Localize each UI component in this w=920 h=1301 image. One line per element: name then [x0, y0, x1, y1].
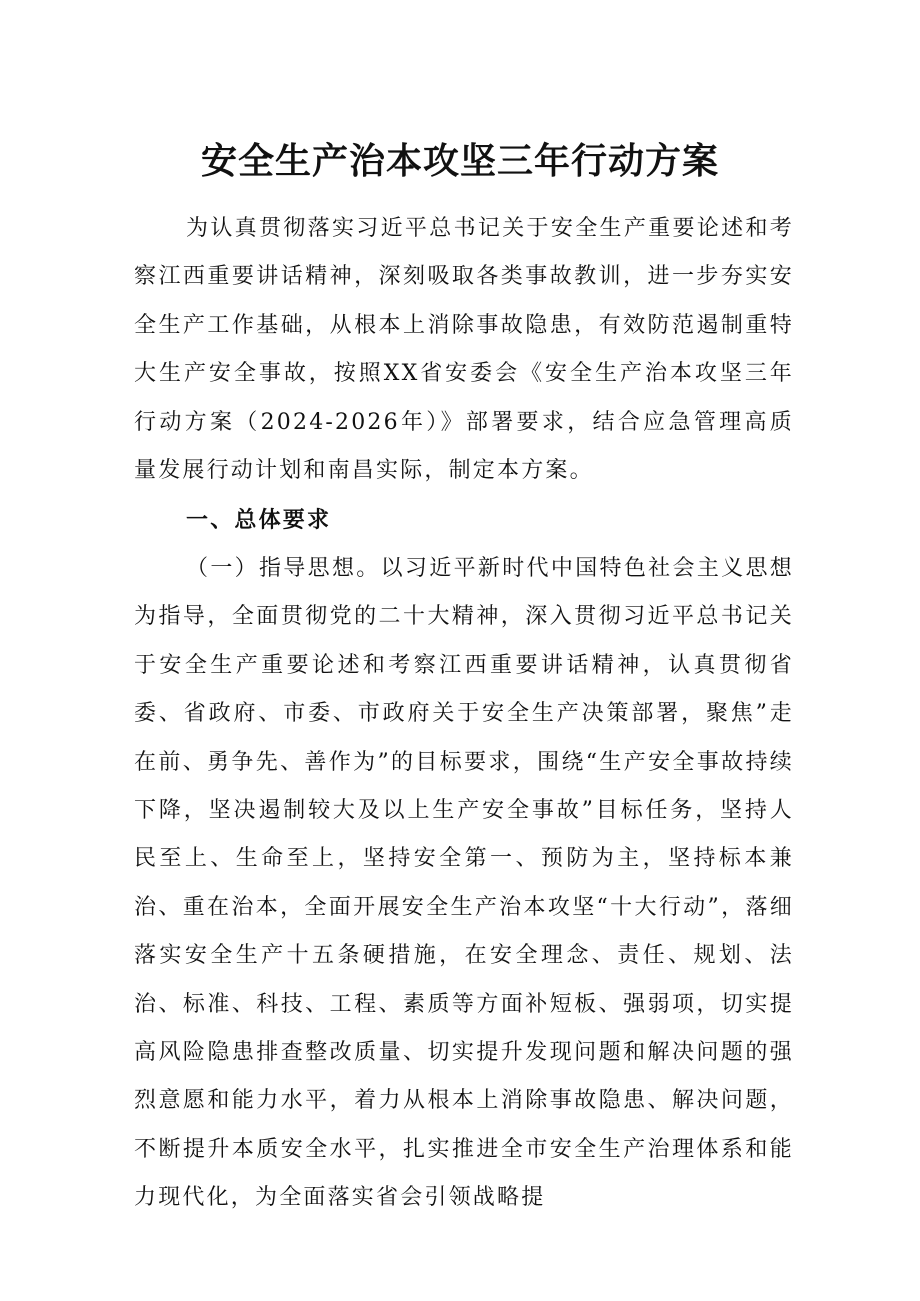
guiding-ideology-paragraph: （一）指导思想。以习近平新时代中国特色社会主义思想为指导，全面贯彻党的二十大精神，深入贯彻习近平总书记关于安全生产重要论述和考察江西重要讲话精神，认真贯彻省委、省政府、市委、市政府关于安全生产决策部署，聚焦”走在前、勇争先、善作为”的目标要求，围绕“生产安全事故持续下降，坚决遏制较大及以上生产安全事故”目标任务，坚持人民至上、生命至上，坚持安全第一、预防为主，坚持标本兼治、重在治本，全面开展安全生产治本攻坚“十大行动”，落细落实安全生产十五条硬措施，在安全理念、责任、规划、法治、标准、科技、工程、素质等方面补短板、强弱项，切实提高风险隐患排查整改质量、切实提升发现问题和解决问题的强烈意愿和能力水平，着力从根本上消除事故隐患、解决问题，不断提升本质安全水平，扎实推进全市安全生产治理体系和能力现代化，为全面落实省会引领战略提: [134, 556, 794, 1211]
page-title: 安全生产治本攻坚三年行动方案: [200, 141, 719, 183]
section-heading-general-requirements: 一、总体要求: [186, 507, 332, 533]
intro-paragraph: 为认真贯彻落实习近平总书记关于安全生产重要论述和考察江西重要讲话精神，深刻吸取各类事故教训，进一步夯实安全生产工作基础，从根本上消除事故隐患，有效防范遏制重特大生产安全事故，按照XX省安委会《安全生产治本攻坚三年行动方案（2024-2026年）》部署要求，结合应急管理高质量发展行动计划和南昌实际，制定本方案。: [134, 216, 794, 484]
